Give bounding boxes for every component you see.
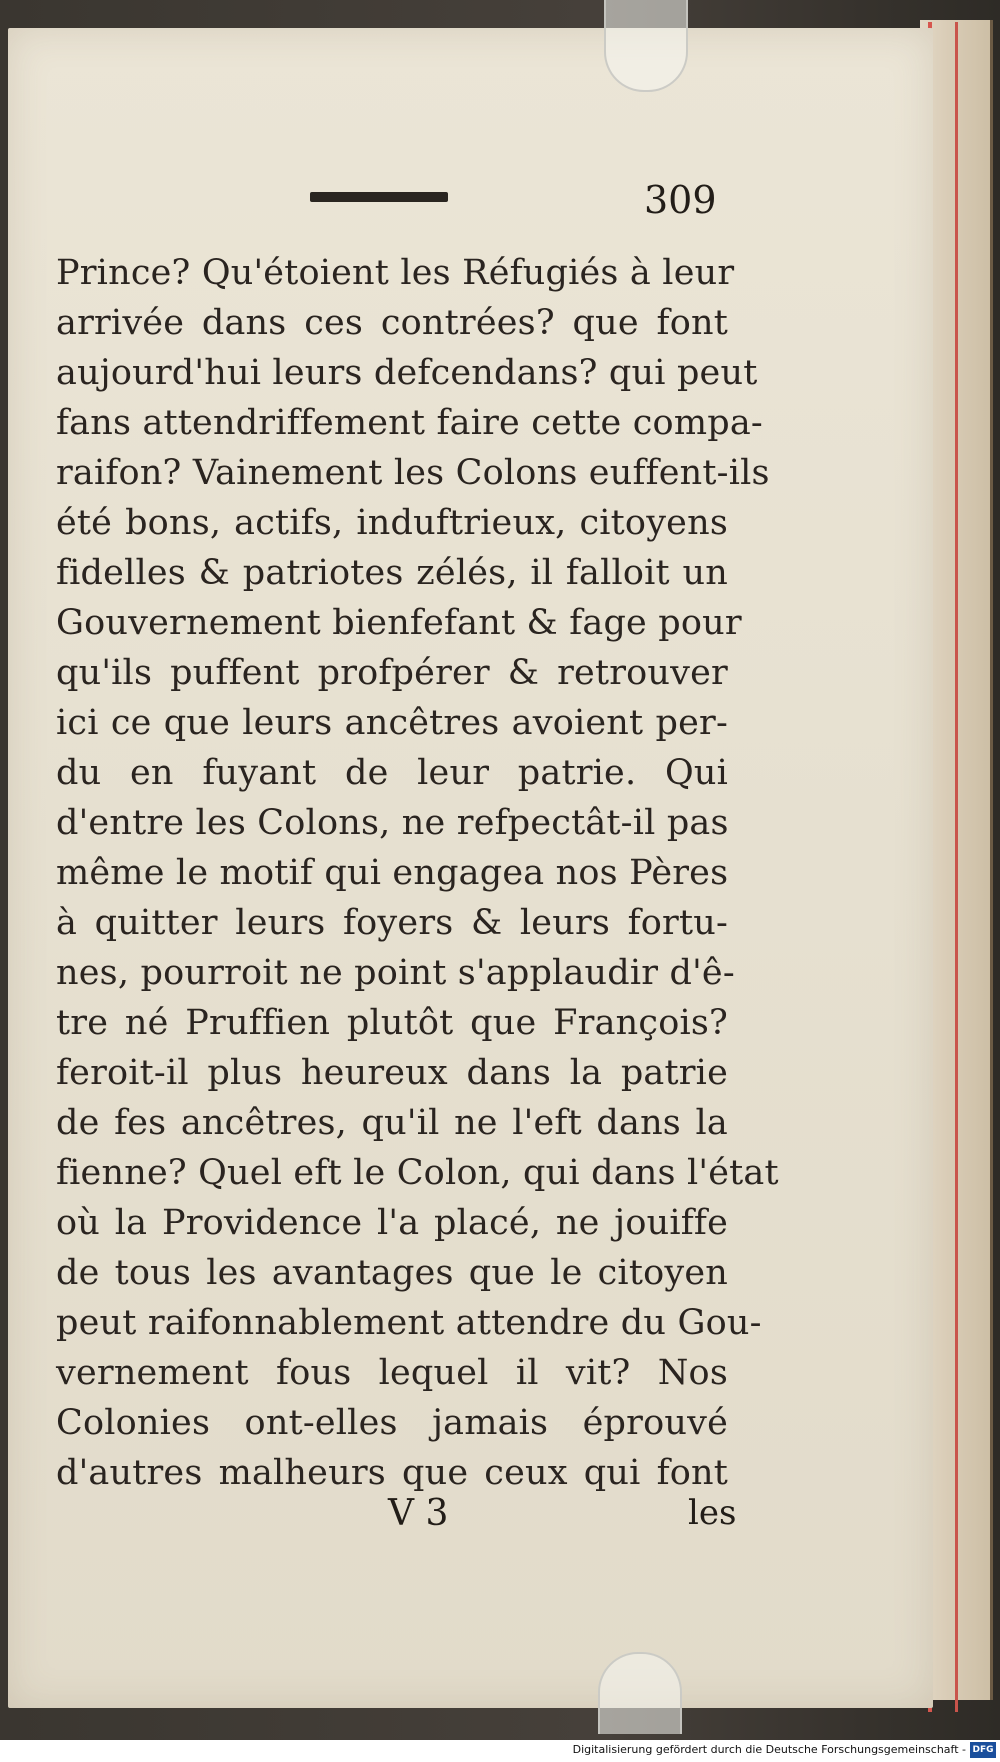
text-line: arrivée dans ces contrées? que font [56,303,728,343]
text-line: du en fuyant de leur patrie. Qui [56,753,728,793]
text-line: raifon? Vainement les Colons euffent-ils [56,453,770,493]
text-line: qu'ils puffent profpérer & retrouver [56,653,728,693]
text-line: nes, pourroit ne point s'applaudir d'ê- [56,953,735,993]
credit-bar [0,1740,1000,1762]
text-line: ici ce que leurs ancêtres avoient per- [56,703,728,743]
text-line: de fes ancêtres, qu'il ne l'eft dans la [56,1103,728,1143]
page-footer [8,1493,933,1553]
page-number: 309 [644,178,717,222]
text-line: été bons, actifs, induftrieux, citoyens [56,503,728,543]
text-line: vernement fous lequel il vit? Nos [56,1353,728,1393]
text-line: de tous les avantages que le citoyen [56,1253,728,1293]
dfg-logo: DFG [970,1742,996,1758]
text-line: feroit-il plus heureux dans la patrie [56,1053,728,1093]
text-line: aujourd'hui leurs defcendans? qui peut [56,353,758,393]
text-line: fans attendriffement faire cette compa- [56,403,763,443]
text-line: même le motif qui engagea nos Pères [56,853,729,893]
text-line: à quitter leurs foyers & leurs fortu- [56,903,728,943]
text-line: d'entre les Colons, ne refpectât-il pas [56,803,729,843]
text-line: tre né Pruffien plutôt que François? [56,1003,728,1043]
text-line: fidelles & patriotes zélés, il falloit un [56,553,728,593]
page-clip-top [604,0,688,92]
text-line: Prince? Qu'étoient les Réfugiés à leur [56,253,735,293]
text-line: d'autres malheurs que ceux qui font [56,1453,728,1493]
catchword: les [688,1493,737,1533]
red-page-edge-inner [955,22,958,1712]
body-text [56,248,779,1498]
header-rule [310,192,448,202]
text-line: Colonies ont-elles jamais éprouvé [56,1403,728,1443]
text-line: fienne? Quel eft le Colon, qui dans l'état [56,1153,779,1193]
signature-mark: V 3 [388,1493,449,1534]
book-page [8,28,933,1708]
credit-text: Digitalisierung gefördert durch die Deutsche Forschungsgemeinschaft - [572,1743,966,1756]
text-line: où la Providence l'a placé, ne jouiffe [56,1203,728,1243]
text-line: peut raifonnablement attendre du Gou- [56,1303,762,1343]
page-clip-bottom [598,1652,682,1734]
text-line: Gouvernement bienfefant & fage pour [56,603,742,643]
